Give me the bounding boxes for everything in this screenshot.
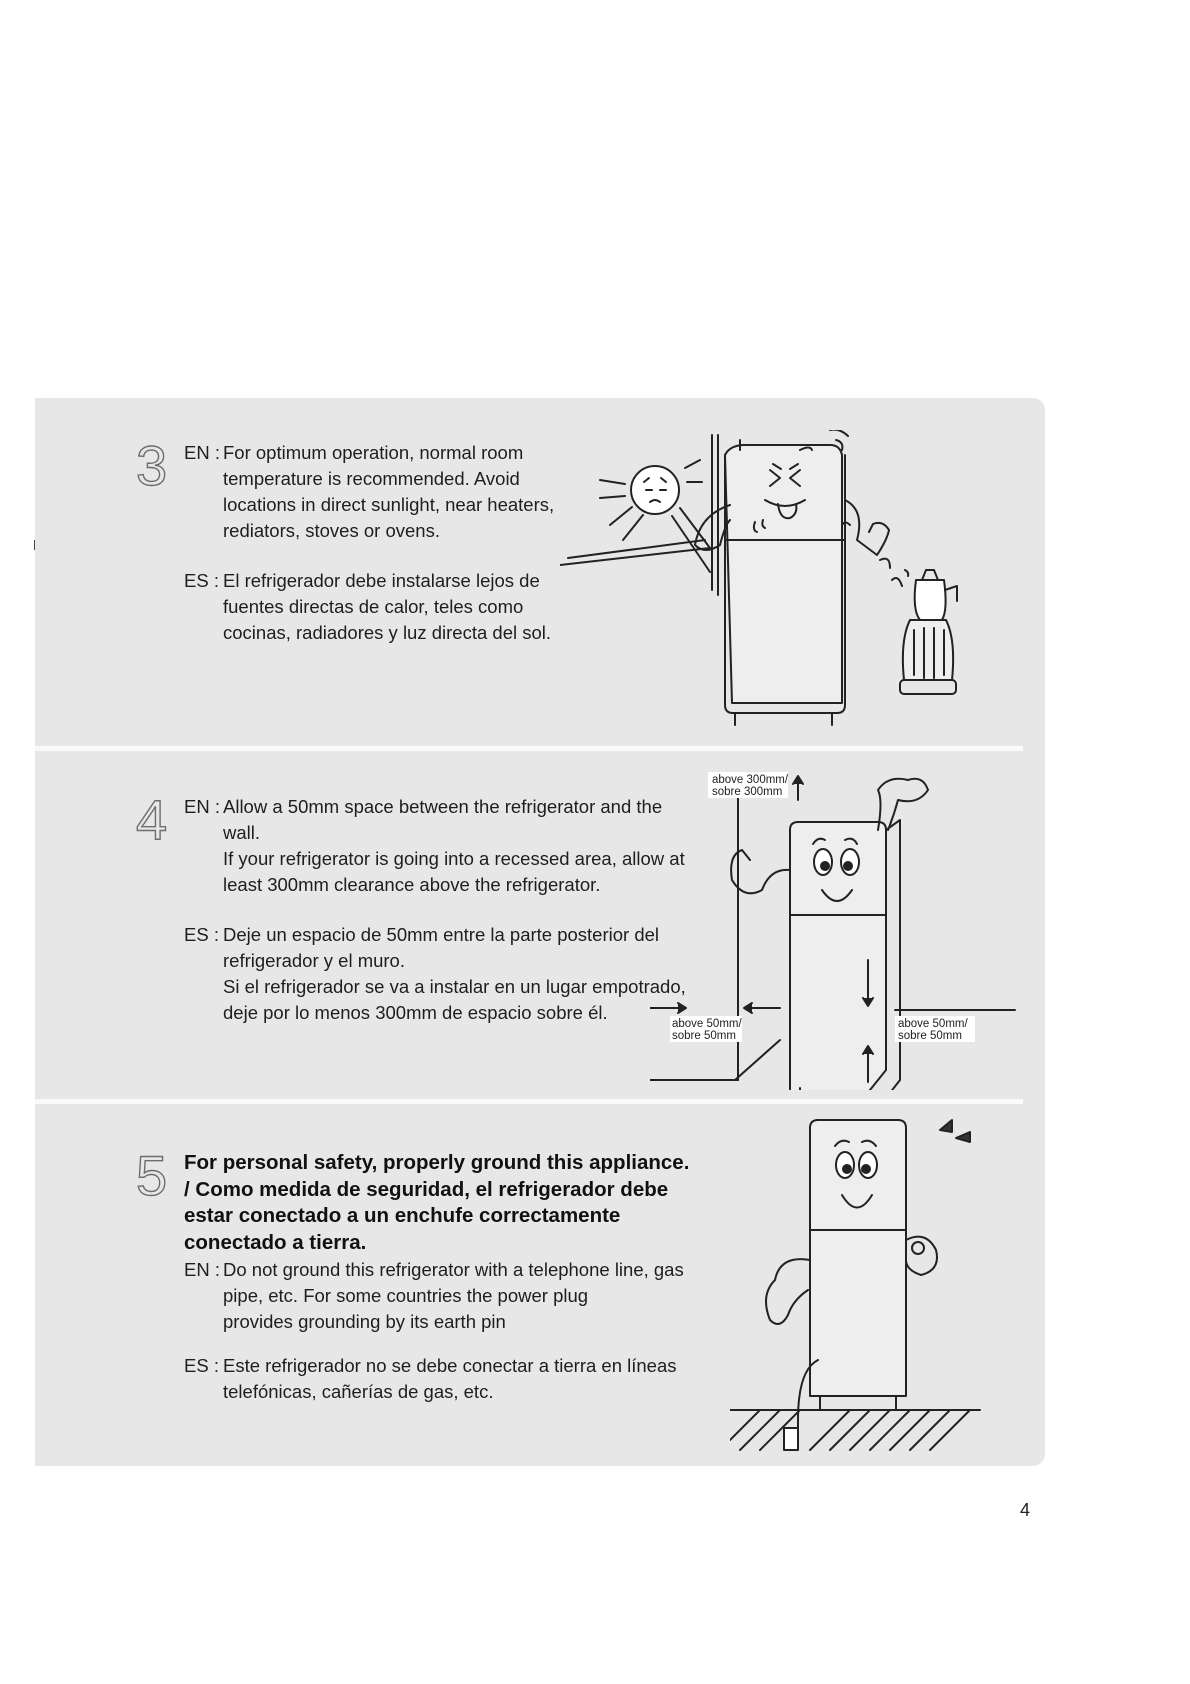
text-line: For optimum operation, normal room (223, 442, 524, 463)
section-divider-1 (35, 746, 1023, 751)
text-line: refrigerador y el muro. (223, 950, 405, 971)
en-label: EN : (184, 442, 220, 463)
section-4-en-paragraph (184, 794, 704, 898)
back-clearance-label-line2: sobre 50mm (672, 1030, 736, 1042)
side-clearance-label-line2: sobre 50mm (898, 1030, 962, 1042)
es-label: ES : (184, 1355, 219, 1376)
en-label: EN : (184, 1259, 220, 1280)
section-4-es-paragraph (184, 922, 704, 1026)
section-3-en-paragraph (184, 440, 584, 544)
back-clearance-label-line1: above 50mm/ (672, 1018, 742, 1030)
text-line: temperature is recommended. Avoid (223, 468, 520, 489)
text-line: fuentes directas de calor, teles como (223, 596, 524, 617)
text-line: provides grounding by its earth pin (223, 1311, 506, 1332)
page-number: 4 (1020, 1500, 1031, 1520)
heading-line: For personal safety, properly ground this appliance. (184, 1151, 690, 1174)
text-line: deje por lo menos 300mm de espacio sobre él. (223, 1002, 608, 1023)
text-line: rediators, stoves or ovens. (223, 520, 440, 541)
illustration-refrigerator-avoid-heat (560, 430, 1020, 740)
grounding-heading (184, 1150, 704, 1256)
text-line: If your refrigerator is going into a recessed area, allow at (223, 848, 685, 869)
text-line: least 300mm clearance above the refrigerator. (223, 874, 601, 895)
text-line: Allow a 50mm space between the refrigerator and the (223, 796, 663, 817)
section-5-es-paragraph (184, 1353, 704, 1405)
top-clearance-label-line2: sobre 300mm (712, 786, 783, 798)
top-clearance-label-line1: above 300mm/ (712, 774, 789, 786)
text-line: telefónicas, cañerías de gas, etc. (223, 1381, 494, 1402)
text-line: locations in direct sunlight, near heaters, (223, 494, 555, 515)
text-line: wall. (223, 822, 261, 843)
side-clearance-label-line1: above 50mm/ (898, 1018, 968, 1030)
section-5-en-paragraph (184, 1257, 704, 1335)
text-line: Do not ground this refrigerator with a telephone line, gas (223, 1259, 684, 1280)
step-number-5: 5 (136, 1144, 168, 1207)
step-number-4: 4 (136, 788, 168, 851)
illustration-refrigerator-clearance (650, 770, 1020, 1090)
heading-line: / Como medida de seguridad, el refrigerador debe (184, 1177, 669, 1201)
text-line: cocinas, radiadores y luz directa del sol. (223, 622, 552, 643)
heading-line: conectado a tierra. (184, 1230, 367, 1254)
text-line: Deje un espacio de 50mm entre la parte posterior del (223, 924, 660, 945)
text-line: El refrigerador debe instalarse lejos de (223, 570, 540, 591)
text-line: pipe, etc. For some countries the power plug (223, 1285, 589, 1306)
en-label: EN : (184, 796, 220, 817)
es-label: ES : (184, 570, 219, 591)
section-3-es-paragraph (184, 568, 584, 646)
heading-line: estar conectado a un enchufe correctamente (184, 1204, 621, 1227)
illustration-refrigerator-grounding (730, 1110, 990, 1455)
step-number-3: 3 (136, 434, 168, 497)
section-divider-2 (35, 1099, 1023, 1104)
text-line: Si el refrigerador se va a instalar en un lugar empotrado, (223, 976, 686, 997)
es-label: ES : (184, 924, 219, 945)
text-line: Este refrigerador no se debe conectar a tierra en líneas (223, 1355, 677, 1376)
